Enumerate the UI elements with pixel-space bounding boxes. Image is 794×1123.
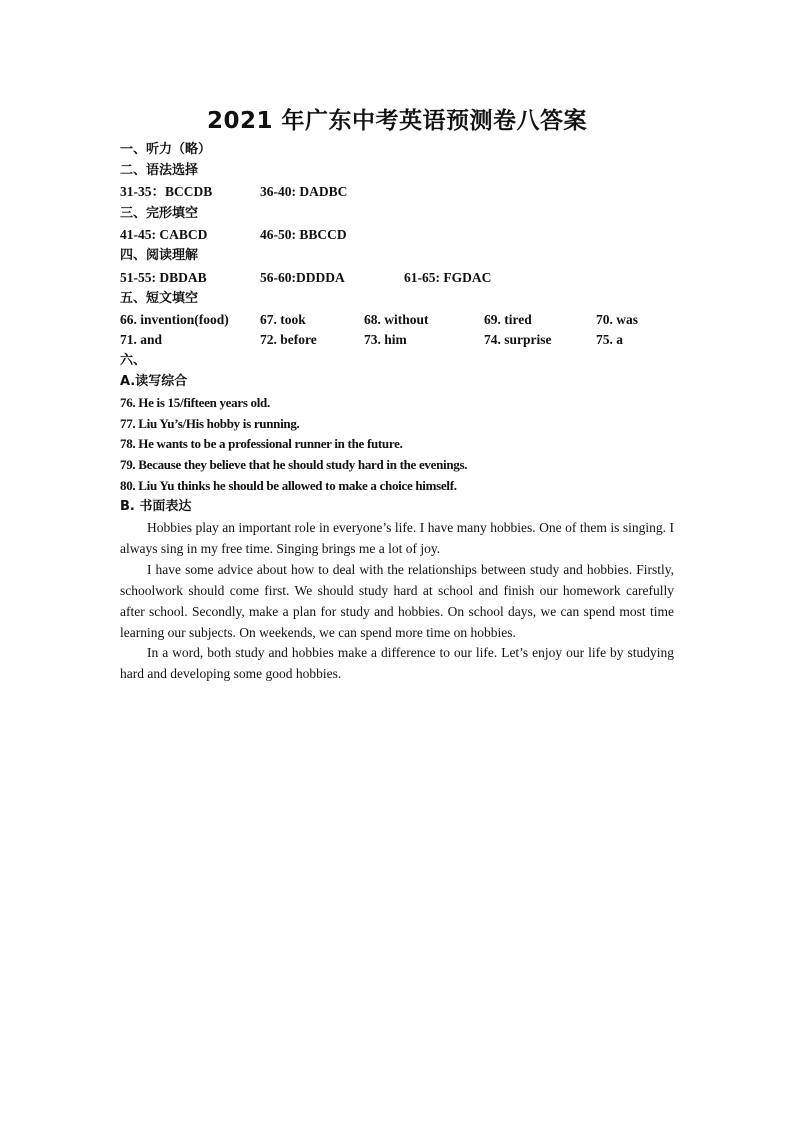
essay-paragraph-3: In a word, both study and hobbies make a difference to our life. Let’s enjoy our life by studying hard and developing some good hobbies.: [120, 645, 674, 681]
fill-answer-69: 69. tired: [484, 312, 532, 327]
fill-answer-66: 66. invention(food): [120, 312, 229, 327]
reading-answer-56-60: 56-60:DDDDA: [260, 270, 345, 285]
grammar-answer-36-40: 36-40: DADBC: [260, 184, 348, 199]
section-fill-in-heading: 五、短文填空: [120, 291, 199, 306]
fill-answer-70: 70. was: [596, 312, 639, 327]
written-answer-76: 76. He is 15/fifteen years old.: [120, 395, 270, 410]
section-6a-heading: A.读写综合: [120, 374, 188, 389]
essay-paragraph-2: I have some advice about how to deal with the relationships between study and hobbies. Firstly, schoolwork should come first. We should study hard at school and finish our homework carefully after school. Secondly, make a plan for study and hobbies. On school days, we can spend most time learning our subjects. On weekends, we can spend more time on hobbies.: [120, 562, 674, 640]
page-title: 2021 年广东中考英语预测卷八答案: [206, 108, 588, 134]
fill-answer-71: 71. and: [120, 332, 163, 347]
fill-answer-72: 72. before: [260, 332, 317, 347]
section-6b-heading: B. 书面表达: [120, 499, 192, 514]
cloze-answer-46-50: 46-50: BBCCD: [260, 227, 347, 242]
grammar-answer-31-35: 31-35：BCCDB: [120, 184, 213, 199]
section-six-heading: 六、: [120, 353, 147, 368]
essay-paragraph-1: Hobbies play an important role in everyone’s life. I have many hobbies. One of them is singing. I always sing in my free time. Singing brings me a lot of joy.: [120, 520, 674, 556]
section-cloze-heading: 三、完形填空: [120, 206, 199, 221]
fill-answer-73: 73. him: [364, 332, 407, 347]
written-answer-78: 78. He wants to be a professional runner in the future.: [120, 436, 403, 451]
section-reading-heading: 四、阅读理解: [120, 248, 199, 263]
fill-answer-75: 75. a: [596, 332, 623, 347]
written-answer-80: 80. Liu Yu thinks he should be allowed to make a choice himself.: [120, 478, 457, 493]
fill-answer-68: 68. without: [364, 312, 429, 327]
cloze-answer-41-45: 41-45: CABCD: [120, 227, 208, 242]
section-grammar-heading: 二、语法选择: [120, 163, 199, 178]
written-answer-79: 79. Because they believe that he should study hard in the evenings.: [120, 457, 468, 472]
fill-answer-74: 74. surprise: [484, 332, 552, 347]
reading-answer-51-55: 51-55: DBDAB: [120, 270, 207, 285]
reading-answer-61-65: 61-65: FGDAC: [404, 270, 492, 285]
section-listening-heading: 一、听力（略）: [120, 142, 212, 157]
written-answer-77: 77. Liu Yu’s/His hobby is running.: [120, 416, 300, 431]
fill-answer-67: 67. took: [260, 312, 306, 327]
